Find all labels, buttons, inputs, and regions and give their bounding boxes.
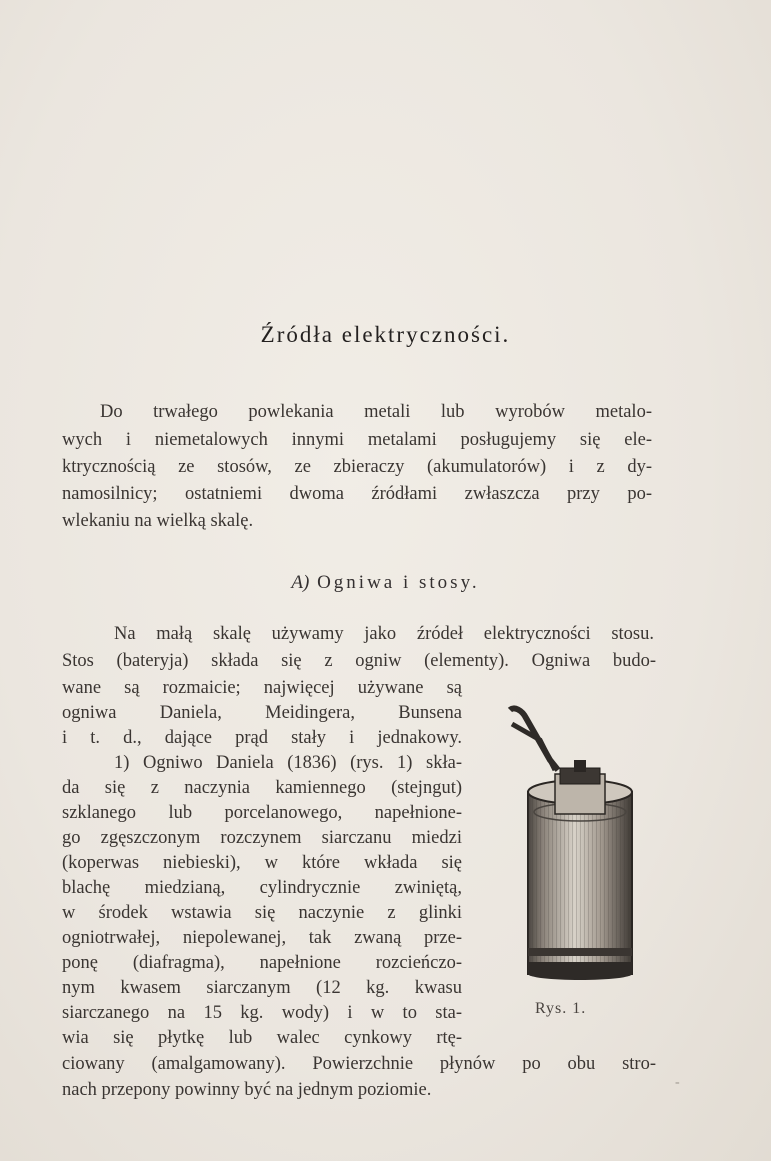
para2-narrow-line: da się z naczynia kamiennego (stejngut) (62, 778, 462, 798)
para2-narrow-line: nym kwasem siarczanym (12 kg. kwasu (62, 978, 462, 998)
para2-narrow-line: szklanego lub porcelanowego, napełnione- (62, 803, 462, 823)
para2-narrow-line: ogniwa Daniela, Meidingera, Bunsena (62, 703, 462, 723)
para2-narrow-line: i t. d., dające prąd stały i jednakowy. (62, 728, 462, 748)
intro-line-2: wych i niemetalowych innymi metalami posługujemy się ele- (62, 430, 652, 450)
intro-line-4: namosilnicy; ostatniemi dwoma źródłami zwłaszcza przy po- (62, 484, 652, 504)
para2-last-line-1: ciowany (amalgamowany). Powierzchnie płynów po obu stro- (62, 1054, 656, 1074)
para2-line-2: Stos (bateryja) składa się z ogniw (elementy). Ogniwa budo- (62, 651, 656, 671)
para2-narrow-line: 1) Ogniwo Daniela (1836) (rys. 1) skła- (114, 753, 462, 773)
section-title: Ogniwa i stosy. (317, 572, 480, 593)
para2-narrow-line: siarczanego na 15 kg. wody) i w to sta- (62, 1003, 462, 1023)
section-letter: A) (291, 572, 310, 593)
section-heading (0, 572, 771, 594)
daniell-cell-illustration-icon (500, 700, 650, 990)
para2-narrow-line: ogniotrwałej, niepolewanej, tak zwaną prze- (62, 928, 462, 948)
para2-narrow-line: go zgęszczonym rozczynem siarczanu miedzi (62, 828, 462, 848)
intro-line-5: wlekaniu na wielką skalę. (62, 511, 254, 531)
page-title: Źródła elektryczności. (260, 322, 511, 347)
intro-line-1: Do trwałego powlekania metali lub wyrobów metalo- (100, 402, 652, 422)
para2-narrow-line: w środek wstawia się naczynie z glinki (62, 903, 462, 923)
figure-caption: Rys. 1. (535, 1000, 587, 1017)
intro-line-3: ktrycznością ze stosów, ze zbieraczy (akumulatorów) i z dy- (62, 457, 652, 477)
page-mark: - (675, 1075, 680, 1090)
para2-line-1: Na małą skalę używamy jako źródeł elektryczności stosu. (114, 624, 654, 644)
para2-narrow-line: ponę (diafragma), napełnione rozcieńczo- (62, 953, 462, 973)
para2-narrow-line: wia się płytkę lub walec cynkowy rtę- (62, 1028, 462, 1048)
para2-narrow-line: blachę miedzianą, cylindrycznie zwiniętą, (62, 878, 462, 898)
para2-last-line-2: nach przepony powinny być na jednym poziomie. (62, 1080, 432, 1100)
para2-narrow-line: wane są rozmaicie; najwięcej używane są (62, 678, 462, 698)
para2-narrow-line: (koperwas niebieski), w które wkłada się (62, 853, 462, 873)
